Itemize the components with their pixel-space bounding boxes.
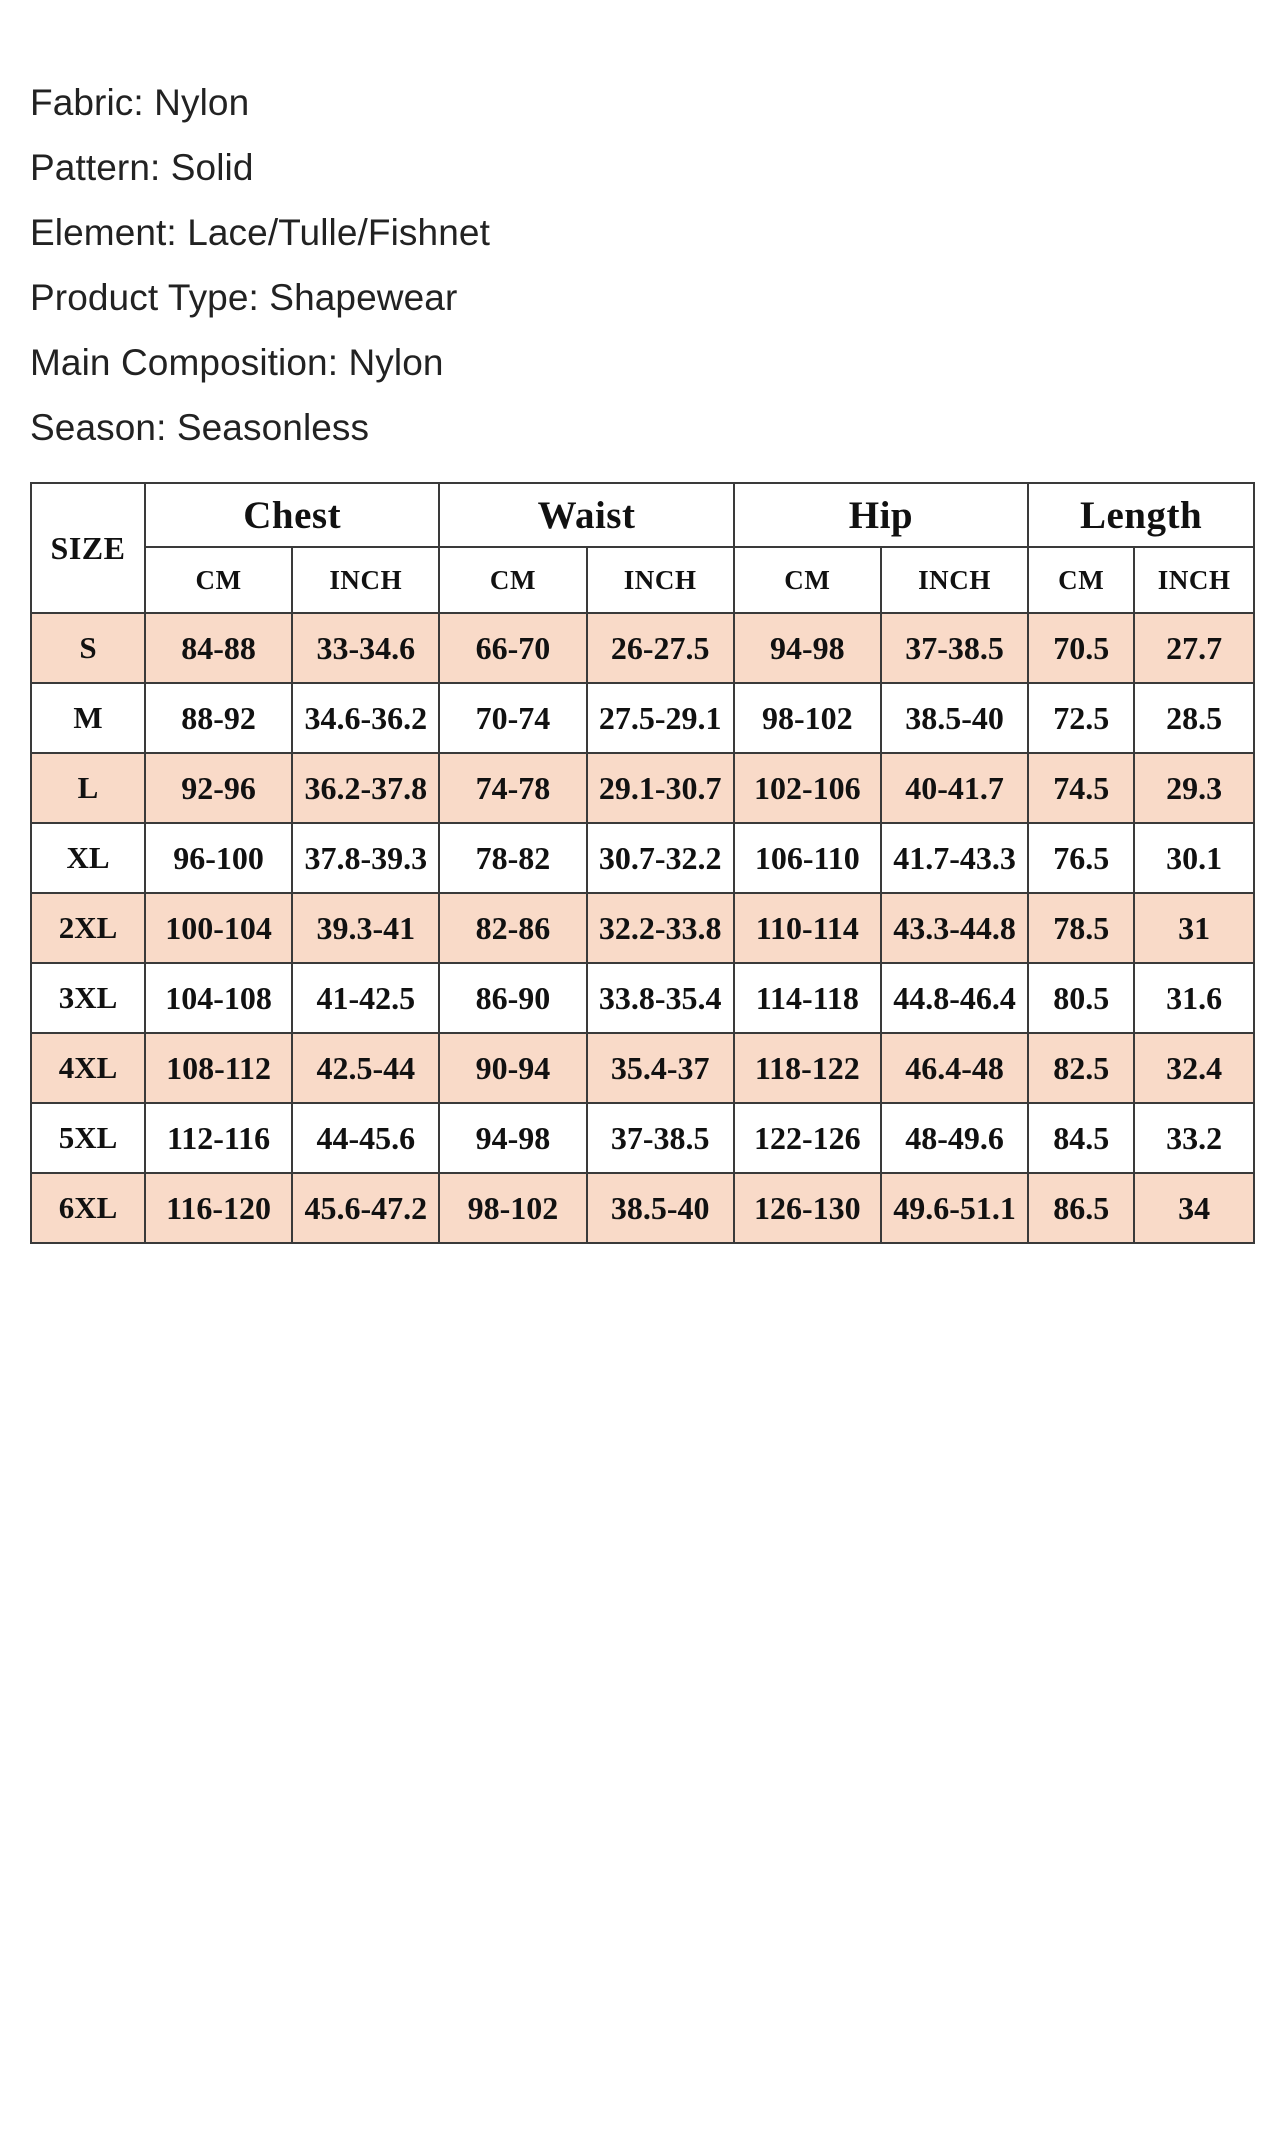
cell-waist-cm: 78-82 [439, 823, 586, 893]
cell-waist-inch: 27.5-29.1 [587, 683, 734, 753]
cell-hip-inch: 41.7-43.3 [881, 823, 1028, 893]
cell-hip-cm: 106-110 [734, 823, 881, 893]
cell-hip-inch: 37-38.5 [881, 613, 1028, 683]
cell-hip-inch: 46.4-48 [881, 1033, 1028, 1103]
cell-waist-inch: 33.8-35.4 [587, 963, 734, 1033]
cell-chest-inch: 37.8-39.3 [292, 823, 439, 893]
spec-line-pattern: Pattern: Solid [30, 147, 254, 188]
size-chart-container [30, 482, 1255, 1244]
cell-chest-cm: 108-112 [145, 1033, 292, 1103]
cell-length-inch: 28.5 [1134, 683, 1254, 753]
cell-length-cm: 84.5 [1028, 1103, 1134, 1173]
column-group-hip: Hip [734, 483, 1028, 547]
cell-length-inch: 33.2 [1134, 1103, 1254, 1173]
table-row [31, 1103, 1254, 1173]
table-row [31, 753, 1254, 823]
cell-chest-inch: 41-42.5 [292, 963, 439, 1033]
cell-waist-cm: 86-90 [439, 963, 586, 1033]
cell-hip-inch: 44.8-46.4 [881, 963, 1028, 1033]
cell-waist-inch: 35.4-37 [587, 1033, 734, 1103]
cell-waist-cm: 90-94 [439, 1033, 586, 1103]
cell-size: L [31, 753, 145, 823]
cell-waist-cm: 98-102 [439, 1173, 586, 1243]
cell-length-inch: 32.4 [1134, 1033, 1254, 1103]
cell-length-cm: 82.5 [1028, 1033, 1134, 1103]
cell-length-cm: 72.5 [1028, 683, 1134, 753]
cell-waist-cm: 74-78 [439, 753, 586, 823]
table-row [31, 893, 1254, 963]
cell-chest-cm: 84-88 [145, 613, 292, 683]
cell-hip-cm: 102-106 [734, 753, 881, 823]
cell-length-cm: 78.5 [1028, 893, 1134, 963]
cell-hip-inch: 38.5-40 [881, 683, 1028, 753]
column-group-length: Length [1028, 483, 1254, 547]
table-row [31, 963, 1254, 1033]
cell-length-inch: 31.6 [1134, 963, 1254, 1033]
cell-hip-cm: 114-118 [734, 963, 881, 1033]
cell-size: S [31, 613, 145, 683]
cell-chest-cm: 92-96 [145, 753, 292, 823]
table-row [31, 683, 1254, 753]
cell-chest-cm: 100-104 [145, 893, 292, 963]
cell-hip-cm: 122-126 [734, 1103, 881, 1173]
cell-waist-cm: 94-98 [439, 1103, 586, 1173]
cell-hip-inch: 49.6-51.1 [881, 1173, 1028, 1243]
cell-hip-cm: 94-98 [734, 613, 881, 683]
cell-hip-cm: 98-102 [734, 683, 881, 753]
column-group-waist: Waist [439, 483, 733, 547]
cell-waist-inch: 30.7-32.2 [587, 823, 734, 893]
column-header-length-inch: INCH [1134, 547, 1254, 613]
cell-chest-inch: 34.6-36.2 [292, 683, 439, 753]
cell-hip-inch: 40-41.7 [881, 753, 1028, 823]
cell-hip-inch: 48-49.6 [881, 1103, 1028, 1173]
cell-hip-inch: 43.3-44.8 [881, 893, 1028, 963]
cell-size: M [31, 683, 145, 753]
cell-length-inch: 31 [1134, 893, 1254, 963]
table-group-header-row [31, 483, 1254, 547]
cell-chest-inch: 45.6-47.2 [292, 1173, 439, 1243]
cell-size: 6XL [31, 1173, 145, 1243]
cell-length-inch: 29.3 [1134, 753, 1254, 823]
table-row [31, 1173, 1254, 1243]
table-row [31, 823, 1254, 893]
size-chart-table [30, 482, 1255, 1244]
cell-length-inch: 34 [1134, 1173, 1254, 1243]
cell-waist-cm: 66-70 [439, 613, 586, 683]
table-unit-header-row [31, 547, 1254, 613]
cell-hip-cm: 110-114 [734, 893, 881, 963]
column-header-length-cm: CM [1028, 547, 1134, 613]
cell-waist-cm: 70-74 [439, 683, 586, 753]
column-header-chest-inch: INCH [292, 547, 439, 613]
spec-line-season: Season: Seasonless [30, 407, 370, 448]
column-header-hip-cm: CM [734, 547, 881, 613]
product-specifications [30, 70, 1284, 460]
cell-chest-cm: 104-108 [145, 963, 292, 1033]
cell-length-cm: 74.5 [1028, 753, 1134, 823]
cell-chest-inch: 36.2-37.8 [292, 753, 439, 823]
cell-chest-cm: 112-116 [145, 1103, 292, 1173]
cell-chest-cm: 88-92 [145, 683, 292, 753]
cell-size: 5XL [31, 1103, 145, 1173]
cell-length-inch: 30.1 [1134, 823, 1254, 893]
column-header-hip-inch: INCH [881, 547, 1028, 613]
cell-size: 4XL [31, 1033, 145, 1103]
cell-waist-inch: 26-27.5 [587, 613, 734, 683]
column-header-waist-inch: INCH [587, 547, 734, 613]
cell-chest-inch: 39.3-41 [292, 893, 439, 963]
cell-hip-cm: 118-122 [734, 1033, 881, 1103]
column-header-chest-cm: CM [145, 547, 292, 613]
cell-length-cm: 76.5 [1028, 823, 1134, 893]
cell-chest-cm: 96-100 [145, 823, 292, 893]
cell-waist-inch: 29.1-30.7 [587, 753, 734, 823]
cell-hip-cm: 126-130 [734, 1173, 881, 1243]
cell-size: 2XL [31, 893, 145, 963]
cell-size: 3XL [31, 963, 145, 1033]
cell-chest-cm: 116-120 [145, 1173, 292, 1243]
cell-length-inch: 27.7 [1134, 613, 1254, 683]
cell-chest-inch: 33-34.6 [292, 613, 439, 683]
cell-chest-inch: 44-45.6 [292, 1103, 439, 1173]
cell-waist-inch: 32.2-33.8 [587, 893, 734, 963]
table-row [31, 1033, 1254, 1103]
cell-chest-inch: 42.5-44 [292, 1033, 439, 1103]
column-group-chest: Chest [145, 483, 439, 547]
cell-size: XL [31, 823, 145, 893]
column-header-waist-cm: CM [439, 547, 586, 613]
column-header-size: SIZE [31, 483, 145, 613]
spec-line-product-type: Product Type: Shapewear [30, 277, 458, 318]
spec-line-element: Element: Lace/Tulle/Fishnet [30, 212, 490, 253]
cell-waist-inch: 38.5-40 [587, 1173, 734, 1243]
cell-length-cm: 70.5 [1028, 613, 1134, 683]
cell-length-cm: 86.5 [1028, 1173, 1134, 1243]
table-row [31, 613, 1254, 683]
spec-line-main-composition: Main Composition: Nylon [30, 342, 444, 383]
cell-waist-cm: 82-86 [439, 893, 586, 963]
cell-waist-inch: 37-38.5 [587, 1103, 734, 1173]
spec-line-fabric: Fabric: Nylon [30, 82, 250, 123]
cell-length-cm: 80.5 [1028, 963, 1134, 1033]
